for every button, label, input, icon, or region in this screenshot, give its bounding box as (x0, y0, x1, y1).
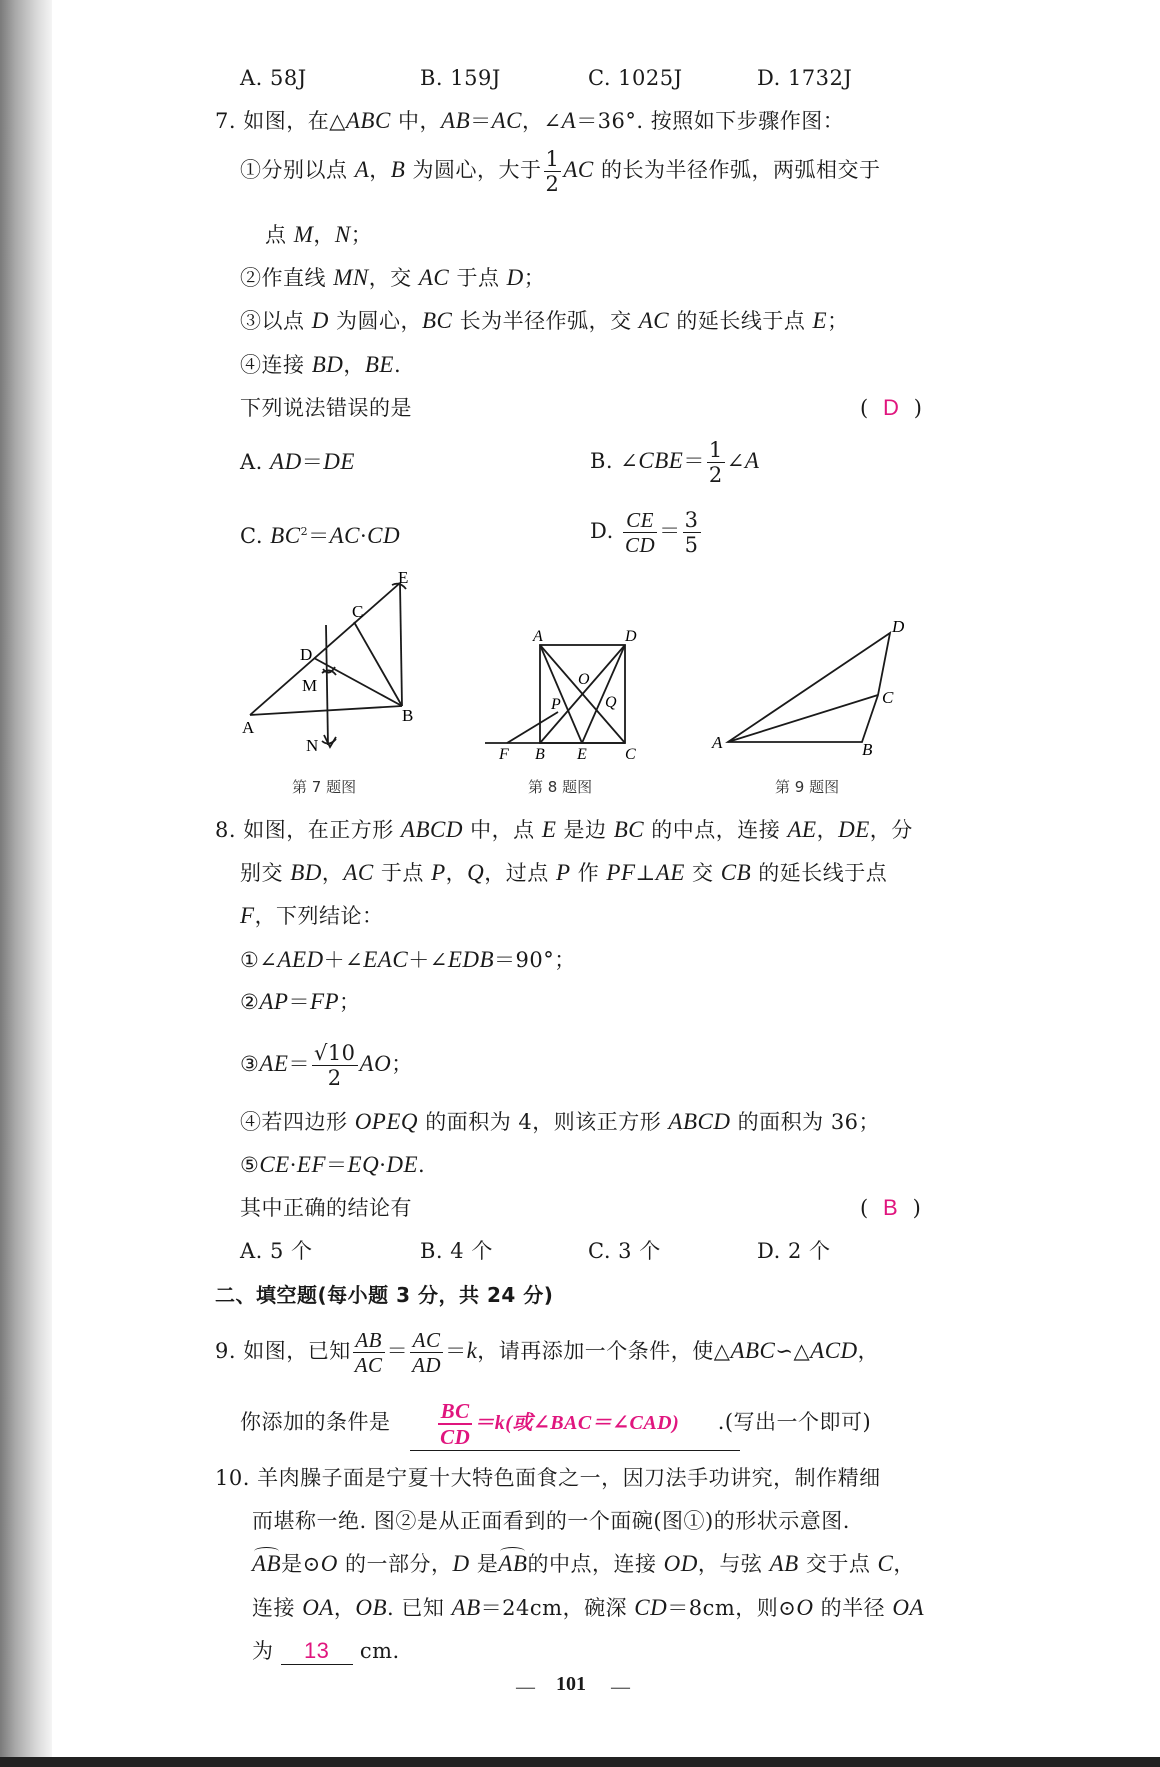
fig8-label-e: E (577, 746, 587, 763)
q7-option-c: C. $BC^2=AC\cdot CD$ (240, 523, 401, 548)
q7-option-b: B. ∠CBE＝ $\frac{1}{2}$ ∠A (590, 438, 760, 487)
q8-option-c: C. 3 个 (588, 1239, 661, 1263)
page-number: 101 (556, 1673, 586, 1695)
q6-option-a: A. 58J (240, 66, 307, 90)
fig8-label-c: C (625, 746, 636, 763)
q8-question: 其中正确的结论有 (240, 1196, 412, 1220)
q10-line-4: 连接 OA，OB. 已知 AB＝24cm，碗深 CD＝8cm，则⊙O 的半径 OA (252, 1595, 924, 1620)
q10-line-1: 10. 羊肉臊子面是宁夏十大特色面食之一，因刀法手功讲究，制作精细 (215, 1466, 881, 1490)
q8-line-3: F，下列结论： (240, 903, 384, 928)
q9-answer: $\frac{BC}{CD}$ ＝k(或∠BAC＝∠CAD) (440, 1398, 680, 1449)
q10-answer: 13 (303, 1638, 330, 1663)
q7-answer-bracket: ( D ) (860, 395, 923, 420)
fig8-label-q: Q (605, 694, 617, 711)
q8-line-1: 8. 如图，在正方形 ABCD 中，点 E 是边 BC 的中点，连接 AE，DE，分 (215, 817, 913, 842)
fig8-label-p: P (551, 696, 561, 713)
q8-option-d: D. 2 个 (757, 1239, 831, 1263)
q10-line-3: AB是⊙O 的一部分，D 是AB的中点，连接 OD，与弦 AB 交于点 C， (252, 1549, 915, 1579)
q8-option-b: B. 4 个 (420, 1239, 493, 1263)
q8-conclusion-1: ①∠AED＋∠EAC＋∠EDB＝90°； (240, 947, 576, 972)
q8-conclusion-4: ④若四边形 OPEQ 的面积为 4，则该正方形 ABCD 的面积为 36； (240, 1109, 881, 1134)
q7-step-4: ④连接 BD，BE. (240, 352, 402, 377)
q7-question: 下列说法错误的是 (240, 396, 412, 420)
fig8-label-o: O (578, 671, 590, 688)
q7-step-2: ②作直线 MN，交 AC 于点 D； (240, 265, 546, 290)
figure-9-caption: 第 9 题图 (775, 778, 840, 796)
page-dash-left: — (515, 1675, 537, 1699)
fig9-label-a: A (712, 733, 723, 752)
fig7-label-m: M (302, 676, 318, 695)
fig8-label-f: F (499, 746, 509, 763)
q8-conclusion-2: ②AP＝FP； (240, 989, 361, 1014)
q7-step-1-cont: 点 M，N； (265, 222, 373, 247)
fig7-label-b: B (402, 706, 414, 725)
q7-step-1: ①分别以点 A，B 为圆心，大于 $\frac{1}{2}$ AC 的长为半径作弧，两弧相交于 (240, 147, 881, 196)
q9-line-1: 9. 如图，已知 $\frac{AB}{AC}$ ＝ $\frac{AC}{AD}$ ＝k，请再添加一个条件，使△ABC∽△ACD， (215, 1328, 880, 1377)
q10-line-2: 而堪称一绝. 图②是从正面看到的一个面碗(图①)的形状示意图. (252, 1509, 850, 1533)
fig7-label-c: C (352, 602, 364, 621)
q9-answer-blank-line (410, 1450, 740, 1451)
fig7-label-a: A (242, 718, 255, 737)
q7-option-d: D. $\frac{CE}{CD}$ ＝ $\frac{3}{5}$ (590, 508, 699, 557)
fig9-label-d: D (892, 617, 905, 636)
fraction-half: $\frac{1}{2}$ (545, 147, 560, 196)
section-2-title: 二、填空题(每小题 3 分，共 24 分) (215, 1283, 554, 1307)
fig9-label-c: C (882, 688, 894, 707)
q6-option-d: D. 1732J (757, 66, 853, 90)
arc-ab-label: AB (252, 1549, 281, 1579)
fig8-label-b: B (535, 746, 545, 763)
q8-answer: B (883, 1195, 899, 1220)
q10-line-5: 为 13 cm. (252, 1638, 400, 1663)
q8-option-a: A. 5 个 (240, 1239, 313, 1263)
figure-9 (710, 615, 910, 759)
fig7-label-e: E (398, 568, 409, 587)
page-dash-right: — (610, 1675, 632, 1699)
q8-line-2: 别交 BD，AC 于点 P，Q，过点 P 作 PF⊥AE 交 CB 的延长线于点 (240, 860, 888, 885)
fig9-label-b: B (862, 740, 873, 759)
fig8-label-a: A (533, 628, 543, 645)
q7-answer: D (883, 395, 900, 420)
q7-intro: 7. 如图，在△ABC 中，AB＝AC，∠A＝36°. 按照如下步骤作图： (215, 108, 845, 133)
figure-7 (240, 568, 420, 755)
fig7-label-d: D (300, 645, 313, 664)
fig8-label-d: D (625, 628, 637, 645)
q7-step-3: ③以点 D 为圆心，BC 长为半径作弧，交 AC 的延长线于点 E； (240, 308, 849, 333)
q9-line-2: 你添加的条件是 $\frac{BC}{CD}$ ＝k(或∠BAC＝∠CAD) .(写出一个即可) (240, 1398, 872, 1449)
q6-option-b: B. 159J (420, 66, 501, 90)
q8-answer-bracket: ( B ) (860, 1195, 922, 1220)
q8-conclusion-3: ③AE＝ $\frac{√10}{2}$ AO； (240, 1041, 413, 1090)
bottom-edge-bar (0, 1757, 1160, 1767)
q8-conclusion-5: ⑤CE·EF＝EQ·DE. (240, 1152, 426, 1177)
book-spine-shadow (0, 0, 52, 1767)
figure-8-caption: 第 8 题图 (528, 778, 593, 796)
fig7-label-n: N (306, 736, 319, 755)
figure-7-caption: 第 7 题图 (292, 778, 357, 796)
q10-answer-blank (281, 1638, 353, 1665)
q7-option-a: A. AD＝DE (240, 449, 355, 474)
q6-option-c: C. 1025J (588, 66, 683, 90)
figure-8 (485, 625, 650, 763)
